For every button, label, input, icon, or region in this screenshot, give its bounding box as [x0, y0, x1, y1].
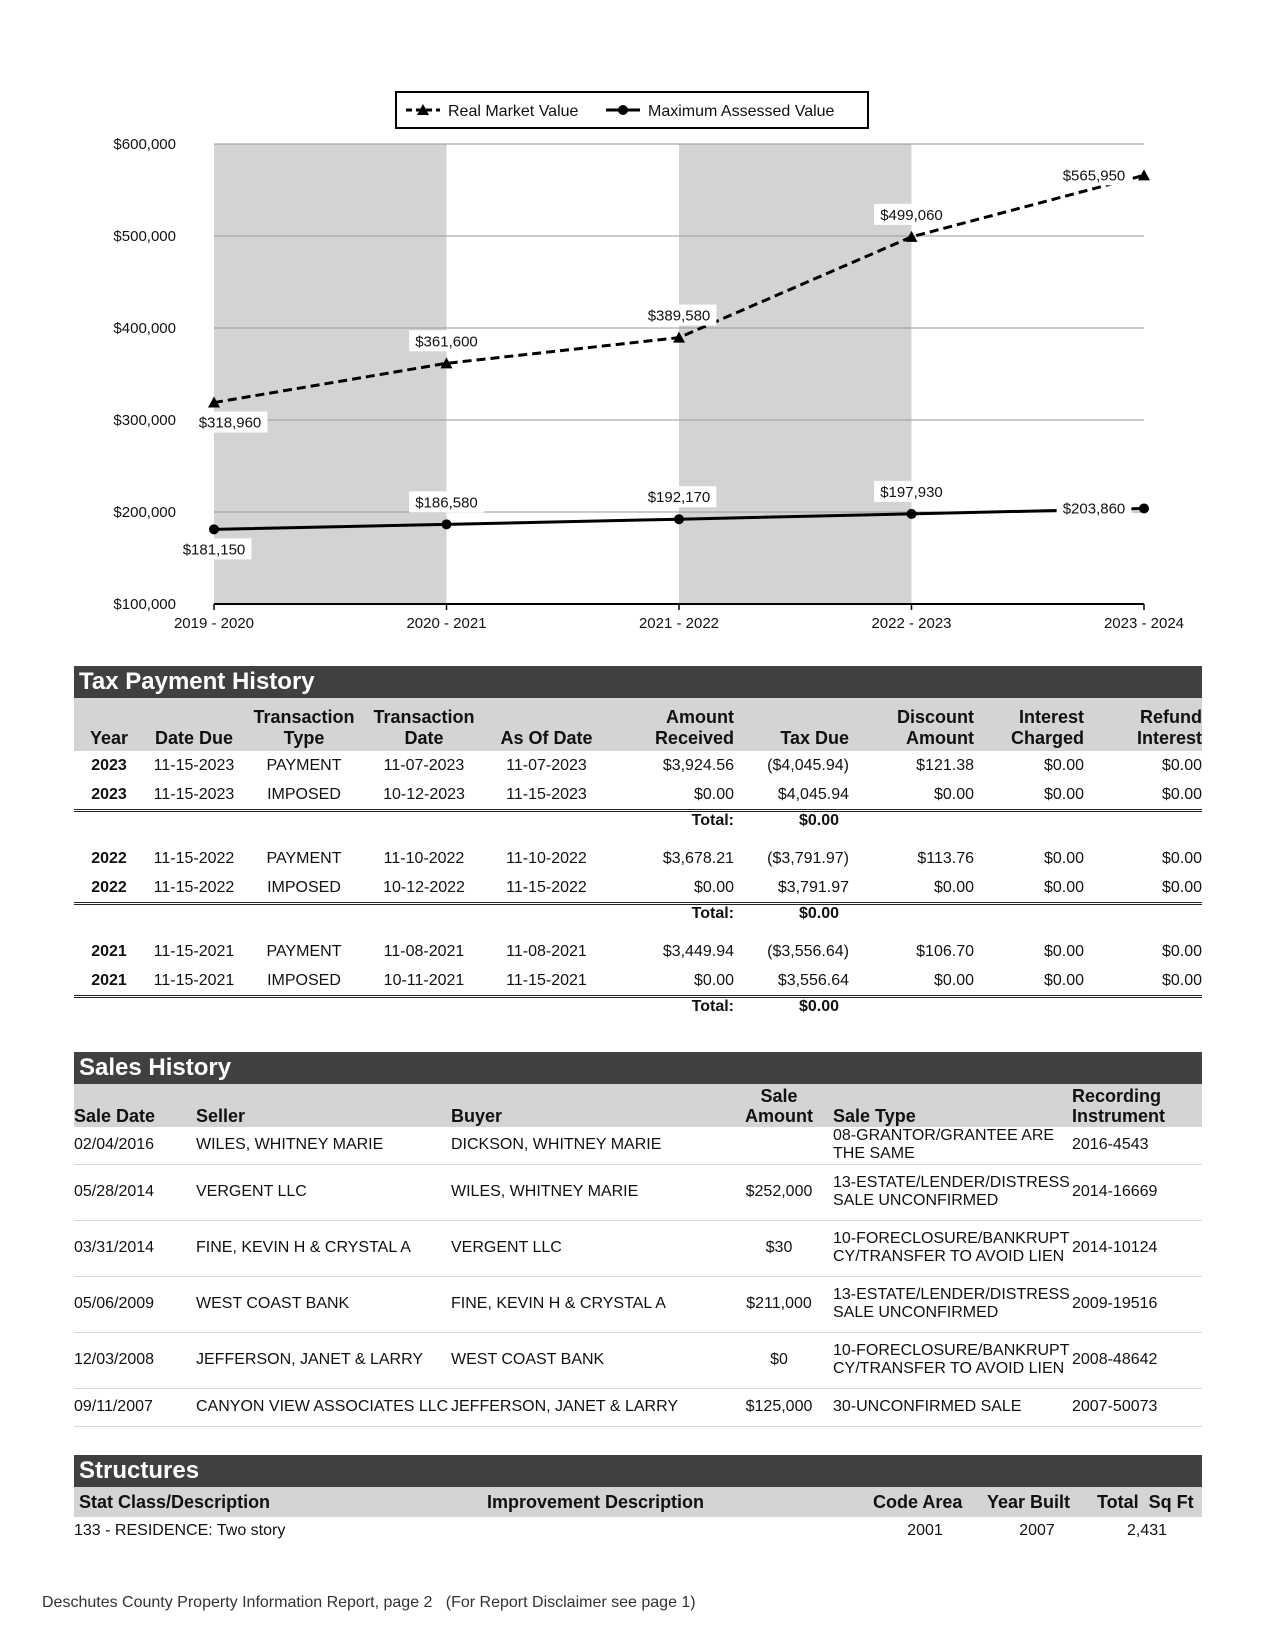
- data-label: $186,580: [415, 494, 478, 512]
- col-amount-received: Amount Received: [609, 698, 734, 751]
- table-row: 12/03/2008 JEFFERSON, JANET & LARRY WEST COAST BANK $0 10-FORECLOSURE/BANKRUPTCY/TRANSFER TO AVOID LIEN 2008-48642: [74, 1332, 1202, 1388]
- data-point: [674, 514, 684, 524]
- data-label: $197,930: [880, 483, 943, 501]
- table-row: 2021 11-15-2021 PAYMENT 11-08-2021 11-08-2021 $3,449.94 ($3,556.64) $106.70 $0.00 $0.00: [91, 943, 1202, 960]
- col-refund-interest: Refund Interest: [1084, 698, 1202, 751]
- sales-header-row: [74, 1084, 1202, 1127]
- data-label: $565,950: [1062, 167, 1126, 185]
- col-date-due: Date Due: [144, 698, 244, 751]
- structures-header-row: [74, 1487, 1202, 1517]
- table-row: 2022 11-15-2022 IMPOSED 10-12-2022 11-15-2022 $0.00 $3,791.97 $0.00 $0.00 $0.00: [74, 874, 1202, 904]
- total-label: Total:: [691, 905, 734, 922]
- data-label: $389,580: [647, 307, 711, 325]
- col-buyer: Buyer: [451, 1084, 729, 1127]
- x-tick-label: 2022 - 2023: [871, 615, 952, 632]
- data-point: [442, 519, 452, 529]
- col-transaction-date: Transaction Date: [364, 698, 484, 751]
- table-row: 2023 11-15-2023 PAYMENT 11-07-2023 11-07-2023 $3,924.56 ($4,045.94) $121.38 $0.00 $0.00: [91, 757, 1202, 774]
- data-label: $192,170: [647, 489, 711, 507]
- table-row: 03/31/2014 FINE, KEVIN H & CRYSTAL A VERGENT LLC $30 10-FORECLOSURE/BANKRUPTCY/TRANSFER TO AVOID LIEN 2014-10124: [74, 1220, 1202, 1276]
- total-label: Total:: [691, 812, 734, 829]
- data-label: $318,960: [198, 414, 262, 432]
- tax-payment-table: [74, 698, 1202, 1016]
- data-label: $499,060: [880, 206, 943, 224]
- col-interest-charged: Interest Charged: [974, 698, 1084, 751]
- col-as-of-date: As Of Date: [484, 698, 609, 751]
- table-row: 2021 11-15-2021 IMPOSED 10-11-2021 11-15-2021 $0.00 $3,556.64 $0.00 $0.00 $0.00: [74, 967, 1202, 997]
- total-row: [74, 904, 1202, 924]
- value-history-chart: [0, 0, 1275, 640]
- structures-title: Structures: [74, 1455, 1202, 1487]
- table-row: 09/11/2007 CANYON VIEW ASSOCIATES LLC JEFFERSON, JANET & LARRY $125,000 30-UNCONFIRMED SALE 2007-50073: [74, 1388, 1202, 1426]
- data-point: [209, 524, 219, 534]
- y-tick-label: $100,000: [113, 596, 176, 613]
- table-row: 2023 11-15-2023 IMPOSED 10-12-2023 11-15-2023 $0.00 $4,045.94 $0.00 $0.00 $0.00: [74, 781, 1202, 811]
- col-seller: Seller: [196, 1084, 451, 1127]
- col-discount-amount: Discount Amount: [849, 698, 974, 751]
- col-tax-due: Tax Due: [734, 698, 849, 751]
- data-label: $361,600: [415, 333, 478, 351]
- legend-label: Maximum Assessed Value: [648, 103, 835, 120]
- data-point: [1138, 169, 1150, 180]
- y-tick-label: $500,000: [113, 228, 176, 245]
- col-total-sqft: Total Sq Ft: [1092, 1487, 1202, 1517]
- x-tick-label: 2019 - 2020: [173, 615, 255, 632]
- col-sale-amount: Sale Amount: [729, 1084, 829, 1127]
- page-footer: Deschutes County Property Information Report, page 2 (For Report Disclaimer see page 1): [42, 1594, 696, 1611]
- sales-history-title: Sales History: [74, 1052, 1202, 1084]
- y-tick-label: $600,000: [113, 136, 176, 153]
- data-label: $181,150: [182, 541, 246, 559]
- structures-section: [74, 1455, 1202, 1545]
- sales-history-table: [74, 1084, 1202, 1427]
- x-tick-label: 2021 - 2022: [638, 615, 720, 632]
- tax-payment-history-title: Tax Payment History: [74, 666, 1202, 698]
- data-point: [907, 509, 917, 519]
- col-stat-class: Stat Class/Description: [74, 1487, 482, 1517]
- chart-band: [214, 144, 447, 604]
- data-label: $203,860: [1062, 500, 1126, 518]
- table-row: 2022 11-15-2022 PAYMENT 11-10-2022 11-10-2022 $3,678.21 ($3,791.97) $113.76 $0.00 $0.00: [91, 850, 1202, 867]
- y-tick-label: $200,000: [113, 504, 176, 521]
- col-year-built: Year Built: [982, 1487, 1092, 1517]
- x-tick-label: 2023 - 2024: [1103, 615, 1185, 632]
- legend-marker: [618, 105, 628, 115]
- total-value: $0.00: [798, 812, 839, 829]
- total-value: $0.00: [798, 998, 839, 1015]
- total-label: Total:: [691, 998, 734, 1015]
- table-row: 133 - RESIDENCE: Two story 2001 2007 2,431: [74, 1522, 1168, 1539]
- y-tick-label: $400,000: [113, 320, 176, 337]
- table-row: 02/04/2016 WILES, WHITNEY MARIE DICKSON, WHITNEY MARIE 08-GRANTOR/GRANTEE ARE THE SAME 2016-4543: [74, 1127, 1202, 1164]
- table-row: 05/06/2009 WEST COAST BANK FINE, KEVIN H & CRYSTAL A $211,000 13-ESTATE/LENDER/DISTRESS SALE UNCONFIRMED 2009-19516: [74, 1276, 1202, 1332]
- tax-header-row: [74, 698, 1202, 751]
- col-recording-instrument: Recording Instrument: [1072, 1084, 1202, 1127]
- table-row: 05/28/2014 VERGENT LLC WILES, WHITNEY MARIE $252,000 13-ESTATE/LENDER/DISTRESS SALE UNCONFIRMED 2014-16669: [74, 1164, 1202, 1220]
- total-row: [74, 811, 1202, 831]
- total-row: [74, 997, 1202, 1017]
- structures-table: [74, 1487, 1202, 1545]
- col-transaction-type: Transaction Type: [244, 698, 364, 751]
- col-sale-date: Sale Date: [74, 1084, 196, 1127]
- y-tick-label: $300,000: [113, 412, 176, 429]
- total-value: $0.00: [798, 905, 839, 922]
- legend-label: Real Market Value: [448, 103, 579, 120]
- tax-payment-history-section: [74, 666, 1202, 1016]
- sales-history-section: [74, 1052, 1202, 1427]
- col-improvement: Improvement Description: [482, 1487, 868, 1517]
- data-point: [1139, 503, 1149, 513]
- col-sale-type: Sale Type: [829, 1084, 1072, 1127]
- col-code-area: Code Area: [868, 1487, 982, 1517]
- x-tick-label: 2020 - 2021: [406, 615, 487, 632]
- col-year: Year: [74, 698, 144, 751]
